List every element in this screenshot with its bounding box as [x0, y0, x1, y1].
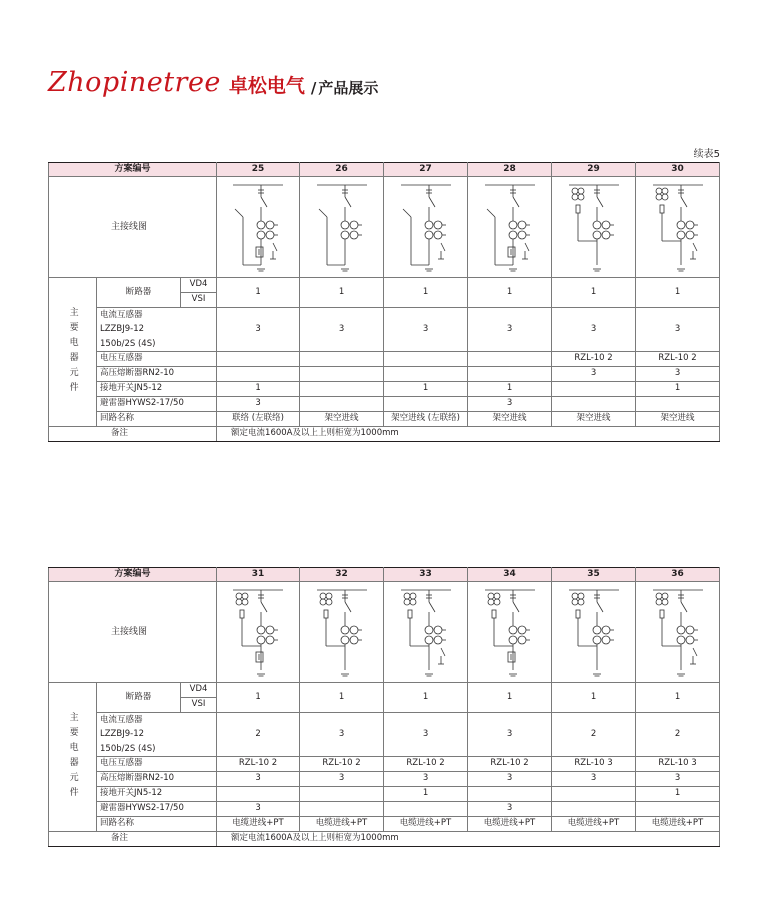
arrester-row-value — [636, 397, 720, 412]
brand-logo-script: Zhopinetree — [48, 67, 221, 98]
wiring-diagram — [217, 177, 300, 278]
breaker-qty: 1 — [636, 278, 720, 308]
fuse-row-value — [300, 367, 384, 382]
vsi-label: VSI — [181, 698, 217, 713]
vt-row — [49, 352, 720, 367]
earth-switch-row-value: 1 — [217, 382, 300, 397]
vt-row-value: RZL-10 3 — [636, 757, 720, 772]
scheme-number: 28 — [468, 163, 552, 177]
earth-switch-row-value — [552, 382, 636, 397]
vt-row-value — [300, 352, 384, 367]
earth-switch-row-label: 接地开关JN5-12 — [97, 787, 217, 802]
ct-label — [97, 308, 217, 352]
arrester-row-label: 避雷器HYWS2-17/50 — [97, 397, 217, 412]
diagram-row — [49, 177, 720, 278]
earth-switch-row-value: 1 — [384, 382, 468, 397]
scheme-number: 32 — [300, 568, 384, 582]
breaker-row — [49, 683, 720, 698]
ct-label — [97, 713, 217, 757]
wiring-diagram — [300, 177, 384, 278]
scheme-number: 27 — [384, 163, 468, 177]
header-row — [49, 163, 720, 177]
ct-qty: 3 — [636, 308, 720, 352]
earth-switch-row-value — [217, 787, 300, 802]
ct-label-line: 150b/2S (4S) — [100, 743, 156, 754]
wiring-diagram — [552, 582, 636, 683]
arrester-row — [49, 802, 720, 817]
continued-label: 续表5 — [693, 149, 720, 160]
fuse-row-label: 高压熔断器RN2-10 — [97, 772, 217, 787]
arrester-row-value — [636, 802, 720, 817]
arrester-row-label: 避雷器HYWS2-17/50 — [97, 802, 217, 817]
ct-qty: 3 — [552, 308, 636, 352]
wiring-diagram — [217, 582, 300, 683]
breaker-qty: 1 — [552, 683, 636, 713]
fuse-row-value: 3 — [468, 772, 552, 787]
wiring-diagram — [636, 177, 720, 278]
earth-switch-row — [49, 382, 720, 397]
vt-row-value: RZL-10 2 — [552, 352, 636, 367]
vd4-label: VD4 — [181, 683, 217, 698]
vt-row-label: 电压互感器 — [97, 352, 217, 367]
wiring-diagram — [636, 582, 720, 683]
scheme-table-2 — [48, 567, 720, 847]
vt-row-value — [468, 352, 552, 367]
wiring-diagram — [468, 582, 552, 683]
arrester-row-value: 3 — [217, 397, 300, 412]
scheme-number-label: 方案编号 — [49, 568, 217, 582]
vd4-label: VD4 — [181, 278, 217, 293]
scheme-number: 26 — [300, 163, 384, 177]
arrester-row-value: 3 — [468, 397, 552, 412]
remark-row — [49, 427, 720, 442]
circuit-name-row — [49, 817, 720, 832]
wiring-diagram — [468, 177, 552, 278]
vt-row-value: RZL-10 2 — [384, 757, 468, 772]
ct-label-line: LZZBJ9-12 — [100, 729, 145, 740]
fuse-row-value — [217, 367, 300, 382]
remark-row — [49, 832, 720, 847]
header-separator: / — [310, 78, 317, 97]
circuit-name-row-value: 架空进线 — [300, 412, 384, 427]
wiring-diagram — [300, 582, 384, 683]
header-row — [49, 568, 720, 582]
vt-row — [49, 757, 720, 772]
arrester-row-value — [300, 802, 384, 817]
vt-row-value: RZL-10 2 — [300, 757, 384, 772]
arrester-row — [49, 397, 720, 412]
scheme-table-1 — [48, 162, 720, 442]
vt-row-value: RZL-10 2 — [217, 757, 300, 772]
circuit-name-row-value: 电缆进线+PT — [384, 817, 468, 832]
ct-label-line: 150b/2S (4S) — [100, 338, 156, 349]
breaker-qty: 1 — [300, 683, 384, 713]
earth-switch-row-value — [468, 787, 552, 802]
ct-qty: 2 — [217, 713, 300, 757]
earth-switch-row-value: 1 — [384, 787, 468, 802]
scheme-number: 25 — [217, 163, 300, 177]
fuse-row-value: 3 — [636, 772, 720, 787]
diagram-row — [49, 582, 720, 683]
breaker-qty: 1 — [552, 278, 636, 308]
scheme-number: 29 — [552, 163, 636, 177]
ct-qty: 2 — [636, 713, 720, 757]
circuit-name-row-value: 架空进线 — [468, 412, 552, 427]
earth-switch-row-value: 1 — [636, 382, 720, 397]
circuit-name-row-value: 架空进线 — [636, 412, 720, 427]
ct-qty: 2 — [552, 713, 636, 757]
circuit-name-row — [49, 412, 720, 427]
scheme-number-label: 方案编号 — [49, 163, 217, 177]
remark-text: 额定电流1600A及以上上则柜宽为1000mm — [217, 427, 720, 442]
fuse-row — [49, 772, 720, 787]
ct-label-line: LZZBJ9-12 — [100, 324, 145, 335]
arrester-row-value — [552, 802, 636, 817]
main-components-label: 主要电器元件 — [49, 278, 97, 427]
ct-qty: 3 — [384, 713, 468, 757]
ct-qty: 3 — [217, 308, 300, 352]
circuit-name-row-value: 电缆进线+PT — [217, 817, 300, 832]
vt-row-value — [384, 352, 468, 367]
fuse-row-value: 3 — [636, 367, 720, 382]
fuse-row-value — [384, 367, 468, 382]
remark-label: 备注 — [49, 427, 217, 442]
page-header — [48, 56, 378, 96]
arrester-row-value — [384, 397, 468, 412]
fuse-row-value: 3 — [552, 772, 636, 787]
circuit-name-row-value: 联络 (左联络) — [217, 412, 300, 427]
scheme-number: 33 — [384, 568, 468, 582]
fuse-row-value: 3 — [217, 772, 300, 787]
vsi-label: VSI — [181, 293, 217, 308]
vt-row-value: RZL-10 3 — [552, 757, 636, 772]
ct-qty: 3 — [300, 308, 384, 352]
vt-row-value — [217, 352, 300, 367]
breaker-qty: 1 — [468, 683, 552, 713]
vt-row-value: RZL-10 2 — [636, 352, 720, 367]
section-title: 产品展示 — [318, 78, 379, 97]
earth-switch-row-value: 1 — [468, 382, 552, 397]
ct-qty: 3 — [468, 308, 552, 352]
ct-label-line: 电流互感器 — [100, 715, 143, 725]
ct-qty: 3 — [300, 713, 384, 757]
fuse-row-label: 高压熔断器RN2-10 — [97, 367, 217, 382]
earth-switch-row — [49, 787, 720, 802]
fuse-row-value: 3 — [300, 772, 384, 787]
fuse-row — [49, 367, 720, 382]
ct-qty: 3 — [468, 713, 552, 757]
earth-switch-row-value — [300, 382, 384, 397]
arrester-row-value — [552, 397, 636, 412]
circuit-name-row-value: 电缆进线+PT — [468, 817, 552, 832]
fuse-row-value: 3 — [384, 772, 468, 787]
arrester-row-value — [300, 397, 384, 412]
arrester-row-value — [384, 802, 468, 817]
earth-switch-row-value: 1 — [636, 787, 720, 802]
wiring-diagram — [384, 177, 468, 278]
earth-switch-row-value — [300, 787, 384, 802]
fuse-row-value — [468, 367, 552, 382]
circuit-name-row-value: 电缆进线+PT — [636, 817, 720, 832]
scheme-number: 31 — [217, 568, 300, 582]
wiring-diagram — [552, 177, 636, 278]
breaker-qty: 1 — [384, 683, 468, 713]
circuit-name-row-value: 电缆进线+PT — [552, 817, 636, 832]
circuit-name-row-value: 电缆进线+PT — [300, 817, 384, 832]
breaker-qty: 1 — [468, 278, 552, 308]
circuit-name-row-label: 回路名称 — [97, 817, 217, 832]
brand-name: 卓松电气 — [228, 75, 305, 97]
ct-row — [49, 308, 720, 352]
remark-text: 额定电流1600A及以上上则柜宽为1000mm — [217, 832, 720, 847]
circuit-name-row-value: 架空进线 — [552, 412, 636, 427]
scheme-number: 34 — [468, 568, 552, 582]
breaker-qty: 1 — [217, 278, 300, 308]
breaker-label: 断路器 — [97, 683, 181, 713]
diagram-label: 主接线图 — [49, 177, 217, 278]
vt-row-label: 电压互感器 — [97, 757, 217, 772]
circuit-name-row-value: 架空进线 (左联络) — [384, 412, 468, 427]
breaker-qty: 1 — [300, 278, 384, 308]
fuse-row-value: 3 — [552, 367, 636, 382]
breaker-qty: 1 — [636, 683, 720, 713]
breaker-qty: 1 — [384, 278, 468, 308]
scheme-number: 30 — [636, 163, 720, 177]
wiring-diagram — [384, 582, 468, 683]
vt-row-value: RZL-10 2 — [468, 757, 552, 772]
ct-qty: 3 — [384, 308, 468, 352]
diagram-label: 主接线图 — [49, 582, 217, 683]
arrester-row-value: 3 — [217, 802, 300, 817]
ct-label-line: 电流互感器 — [100, 310, 143, 320]
earth-switch-row-label: 接地开关JN5-12 — [97, 382, 217, 397]
main-components-label: 主要电器元件 — [49, 683, 97, 832]
breaker-qty: 1 — [217, 683, 300, 713]
scheme-number: 36 — [636, 568, 720, 582]
ct-row — [49, 713, 720, 757]
circuit-name-row-label: 回路名称 — [97, 412, 217, 427]
scheme-number: 35 — [552, 568, 636, 582]
remark-label: 备注 — [49, 832, 217, 847]
breaker-label: 断路器 — [97, 278, 181, 308]
arrester-row-value: 3 — [468, 802, 552, 817]
earth-switch-row-value — [552, 787, 636, 802]
breaker-row — [49, 278, 720, 293]
